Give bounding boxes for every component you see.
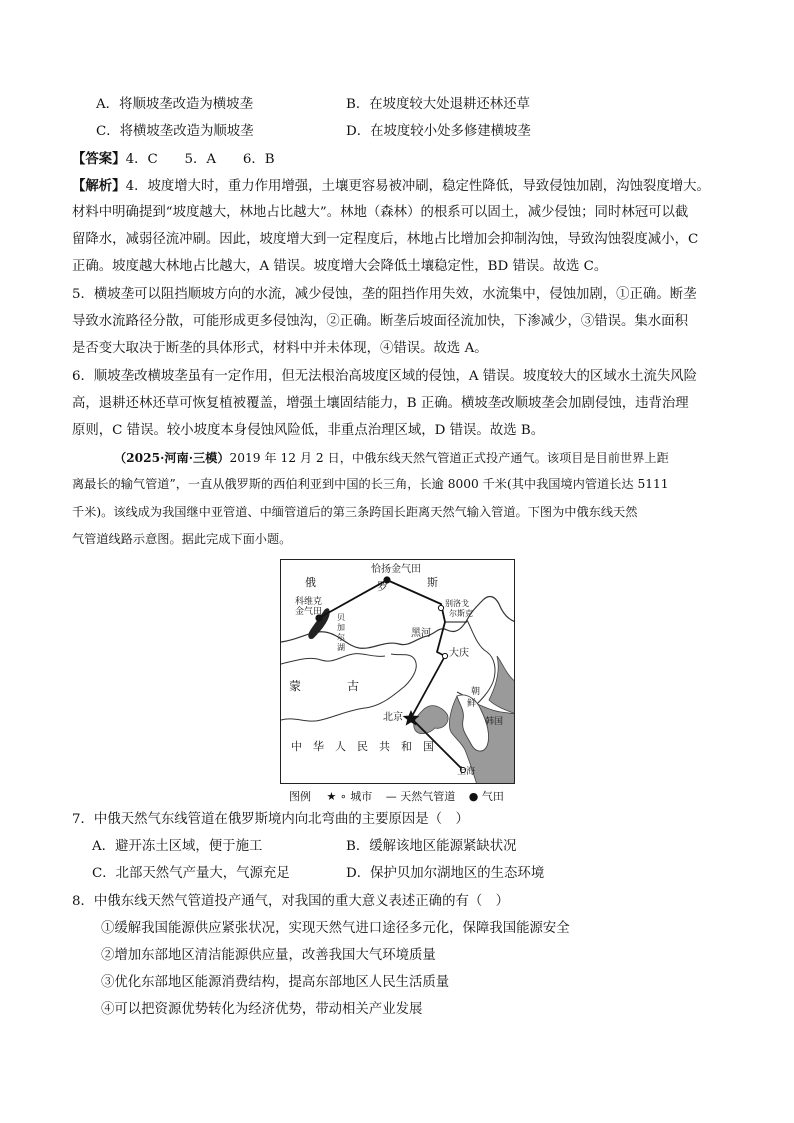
q7-option-c: C．北部天然气产量大，气源充足 [92, 866, 290, 881]
q7-option-b: B．缓解该地区能源紧缺状况 [346, 839, 517, 854]
label-beijing: 北京 [383, 712, 403, 723]
pipeline-map [280, 559, 515, 784]
q8-item-4: ④可以把资源优势转化为经济优势，带动相关产业发展 [101, 1002, 423, 1017]
label-south-korea: 韩国 [485, 717, 504, 727]
legend-gasfield-icon: ● [468, 790, 479, 803]
q8-item-2: ②增加东部地区清洁能源供应量，改善我国大气环境质量 [101, 948, 436, 963]
japan-sea [489, 656, 515, 714]
q7-stem: 7．中俄天然气东线管道在俄罗斯境内向北弯曲的主要原因是（ ） [72, 812, 469, 827]
legend-city-icon: ∘ [336, 790, 351, 803]
map-svg [281, 560, 515, 784]
label-shanghai: 上海 [457, 767, 476, 777]
label-baikal-3: 尔 [337, 633, 345, 642]
city-daqing-dot [442, 653, 447, 658]
legend-pipeline: 天然气管道 [400, 790, 456, 803]
label-korea-1: 朝 [471, 687, 481, 697]
answer-label: 【答案】 [72, 151, 126, 167]
answer-text: 4．C 5．A 6．B [125, 152, 275, 167]
option-a: A．将顺坡垄改造为横坡垄 [96, 97, 253, 112]
label-baikal-2: 加 [337, 623, 345, 632]
legend-capital-icon: ★ [326, 790, 337, 803]
passage-source: （2025·河南·三模） [114, 451, 230, 465]
legend-pipeline-icon: — [385, 790, 397, 803]
analysis-p4-line-2: 材料中明确提到“坡度越大，林地占比越大”。林地（森林）的根系可以固土，减少侵蚀；同时林冠可以截 [72, 205, 689, 220]
q8-stem: 8．中俄东线天然气管道投产通气，对我国的重大意义表述正确的有（ ） [72, 894, 510, 909]
city-blagoveshchensk-dot [438, 605, 443, 610]
analysis-p5-line-1: 5．横坡垄可以阻挡顺坡方向的水流，减少侵蚀，垄的阻挡作用失效，水流集中，侵蚀加剧，①正确。断垄 [72, 287, 697, 302]
border-russia-mongolia [281, 654, 385, 664]
analysis-p4-line-1: 4．坡度增大时，重力作用增强，土壤更容易被冲刷，稳定性降低，导致侵蚀加剧，沟蚀裂度增大。 [125, 179, 710, 194]
passage-line-3: 千米)。该线成为我国继中亚管道、中缅管道后的第三条跨国长距离天然气输入管道。下图为中俄东线天然 [72, 505, 638, 519]
passage-text-1: 2019 年 12 月 2 日，中俄东线天然气管道正式投产通气。该项目是目前世界上距 [229, 451, 669, 465]
label-mongolia-2: 古 [347, 679, 360, 693]
label-korea-2: 鲜 [467, 699, 477, 709]
q7-option-a: A．避开冻土区域，便于施工 [92, 839, 263, 854]
passage-line-4: 气管道线路示意图。据此完成下面小题。 [72, 532, 292, 546]
q7-option-d: D．保护贝加尔湖地区的生态环境 [346, 866, 545, 881]
label-chayanda: 恰扬金气田 [371, 564, 421, 575]
bohai-sea [414, 706, 448, 734]
option-c: C．将横坡垄改造为顺坡垄 [96, 124, 254, 139]
label-russia-2: 罗 [377, 580, 388, 593]
analysis-p4-line-3: 留降水，减弱径流冲刷。因此，坡度增大到一定程度后，林地占比增加会抑制沟蚀，导致沟蚀裂度减小，C [72, 232, 699, 247]
passage-line-2: 离最长的输气管道”，一直从俄罗斯的西伯利亚到中国的长三角，长逾 8000 千米(其中我国境内管道长达 5111 [72, 477, 669, 491]
label-blago-1: 别洛戈 [445, 599, 469, 608]
legend-gasfield: 气田 [481, 790, 504, 803]
label-russia-1: 俄 [305, 576, 316, 589]
label-russia-3: 斯 [427, 576, 438, 589]
label-blago-2: 尔斯克 [449, 609, 473, 618]
label-mongolia-1: 蒙 [289, 679, 302, 693]
legend-city: 城市 [350, 790, 373, 803]
option-d: D．在坡度较小处多修建横坡垄 [346, 124, 531, 139]
label-baikal-4: 湖 [337, 643, 345, 652]
passage-line-1 [114, 449, 669, 467]
analysis-p6-line-2: 高，退耕还林还草可恢复植被覆盖，增强土壤固结能力，B 正确。横坡垄改顺坡垄会加剧侵蚀，违背治理 [72, 396, 689, 411]
q8-item-1: ①缓解我国能源供应紧张状况，实现天然气进口途径多元化，保障我国能源安全 [101, 921, 570, 936]
label-china: 中 华 人 民 共 和 国 [291, 740, 434, 753]
analysis-p6-line-1: 6．顺坡垄改横坡垄虽有一定作用，但无法根治高坡度区域的侵蚀，A 错误。坡度较大的区域水土流失风险 [72, 369, 698, 384]
option-b: B．在坡度较大处退耕还林还草 [346, 97, 530, 112]
analysis-p6-line-3: 原则，C 错误。较小坡度本身侵蚀风险低，非重点治理区域，D 错误。故选 B。 [72, 423, 545, 438]
answer-line [72, 150, 275, 169]
map-legend [289, 788, 504, 804]
label-daqing: 大庆 [449, 648, 469, 659]
analysis-p5-line-2: 导致水流路径分散，可能形成更多侵蚀沟，②正确。断垄后坡面径流加快，下渗减少，③错误。集水面积 [72, 314, 688, 329]
label-kovykta-1: 科维克 [295, 597, 323, 607]
label-heihe: 黑河 [411, 628, 431, 639]
legend-title: 图例 [289, 790, 311, 803]
q8-item-3: ③优化东部地区能源消费结构，提高东部地区人民生活质量 [101, 975, 450, 990]
label-baikal-1: 贝 [337, 613, 345, 622]
analysis-label: 【解析】 [72, 178, 126, 194]
analysis-p5-line-3: 是否变大取决于断垄的具体形式，材料中并未体现，④错误。故选 A。 [72, 341, 488, 356]
label-kovykta-2: 金气田 [295, 607, 323, 617]
analysis-line [72, 177, 710, 196]
analysis-p4-line-4: 正确。坡度越大林地占比越大，A 错误。坡度增大会降低土壤稳定性，BD 错误。故选 C。 [72, 259, 608, 274]
